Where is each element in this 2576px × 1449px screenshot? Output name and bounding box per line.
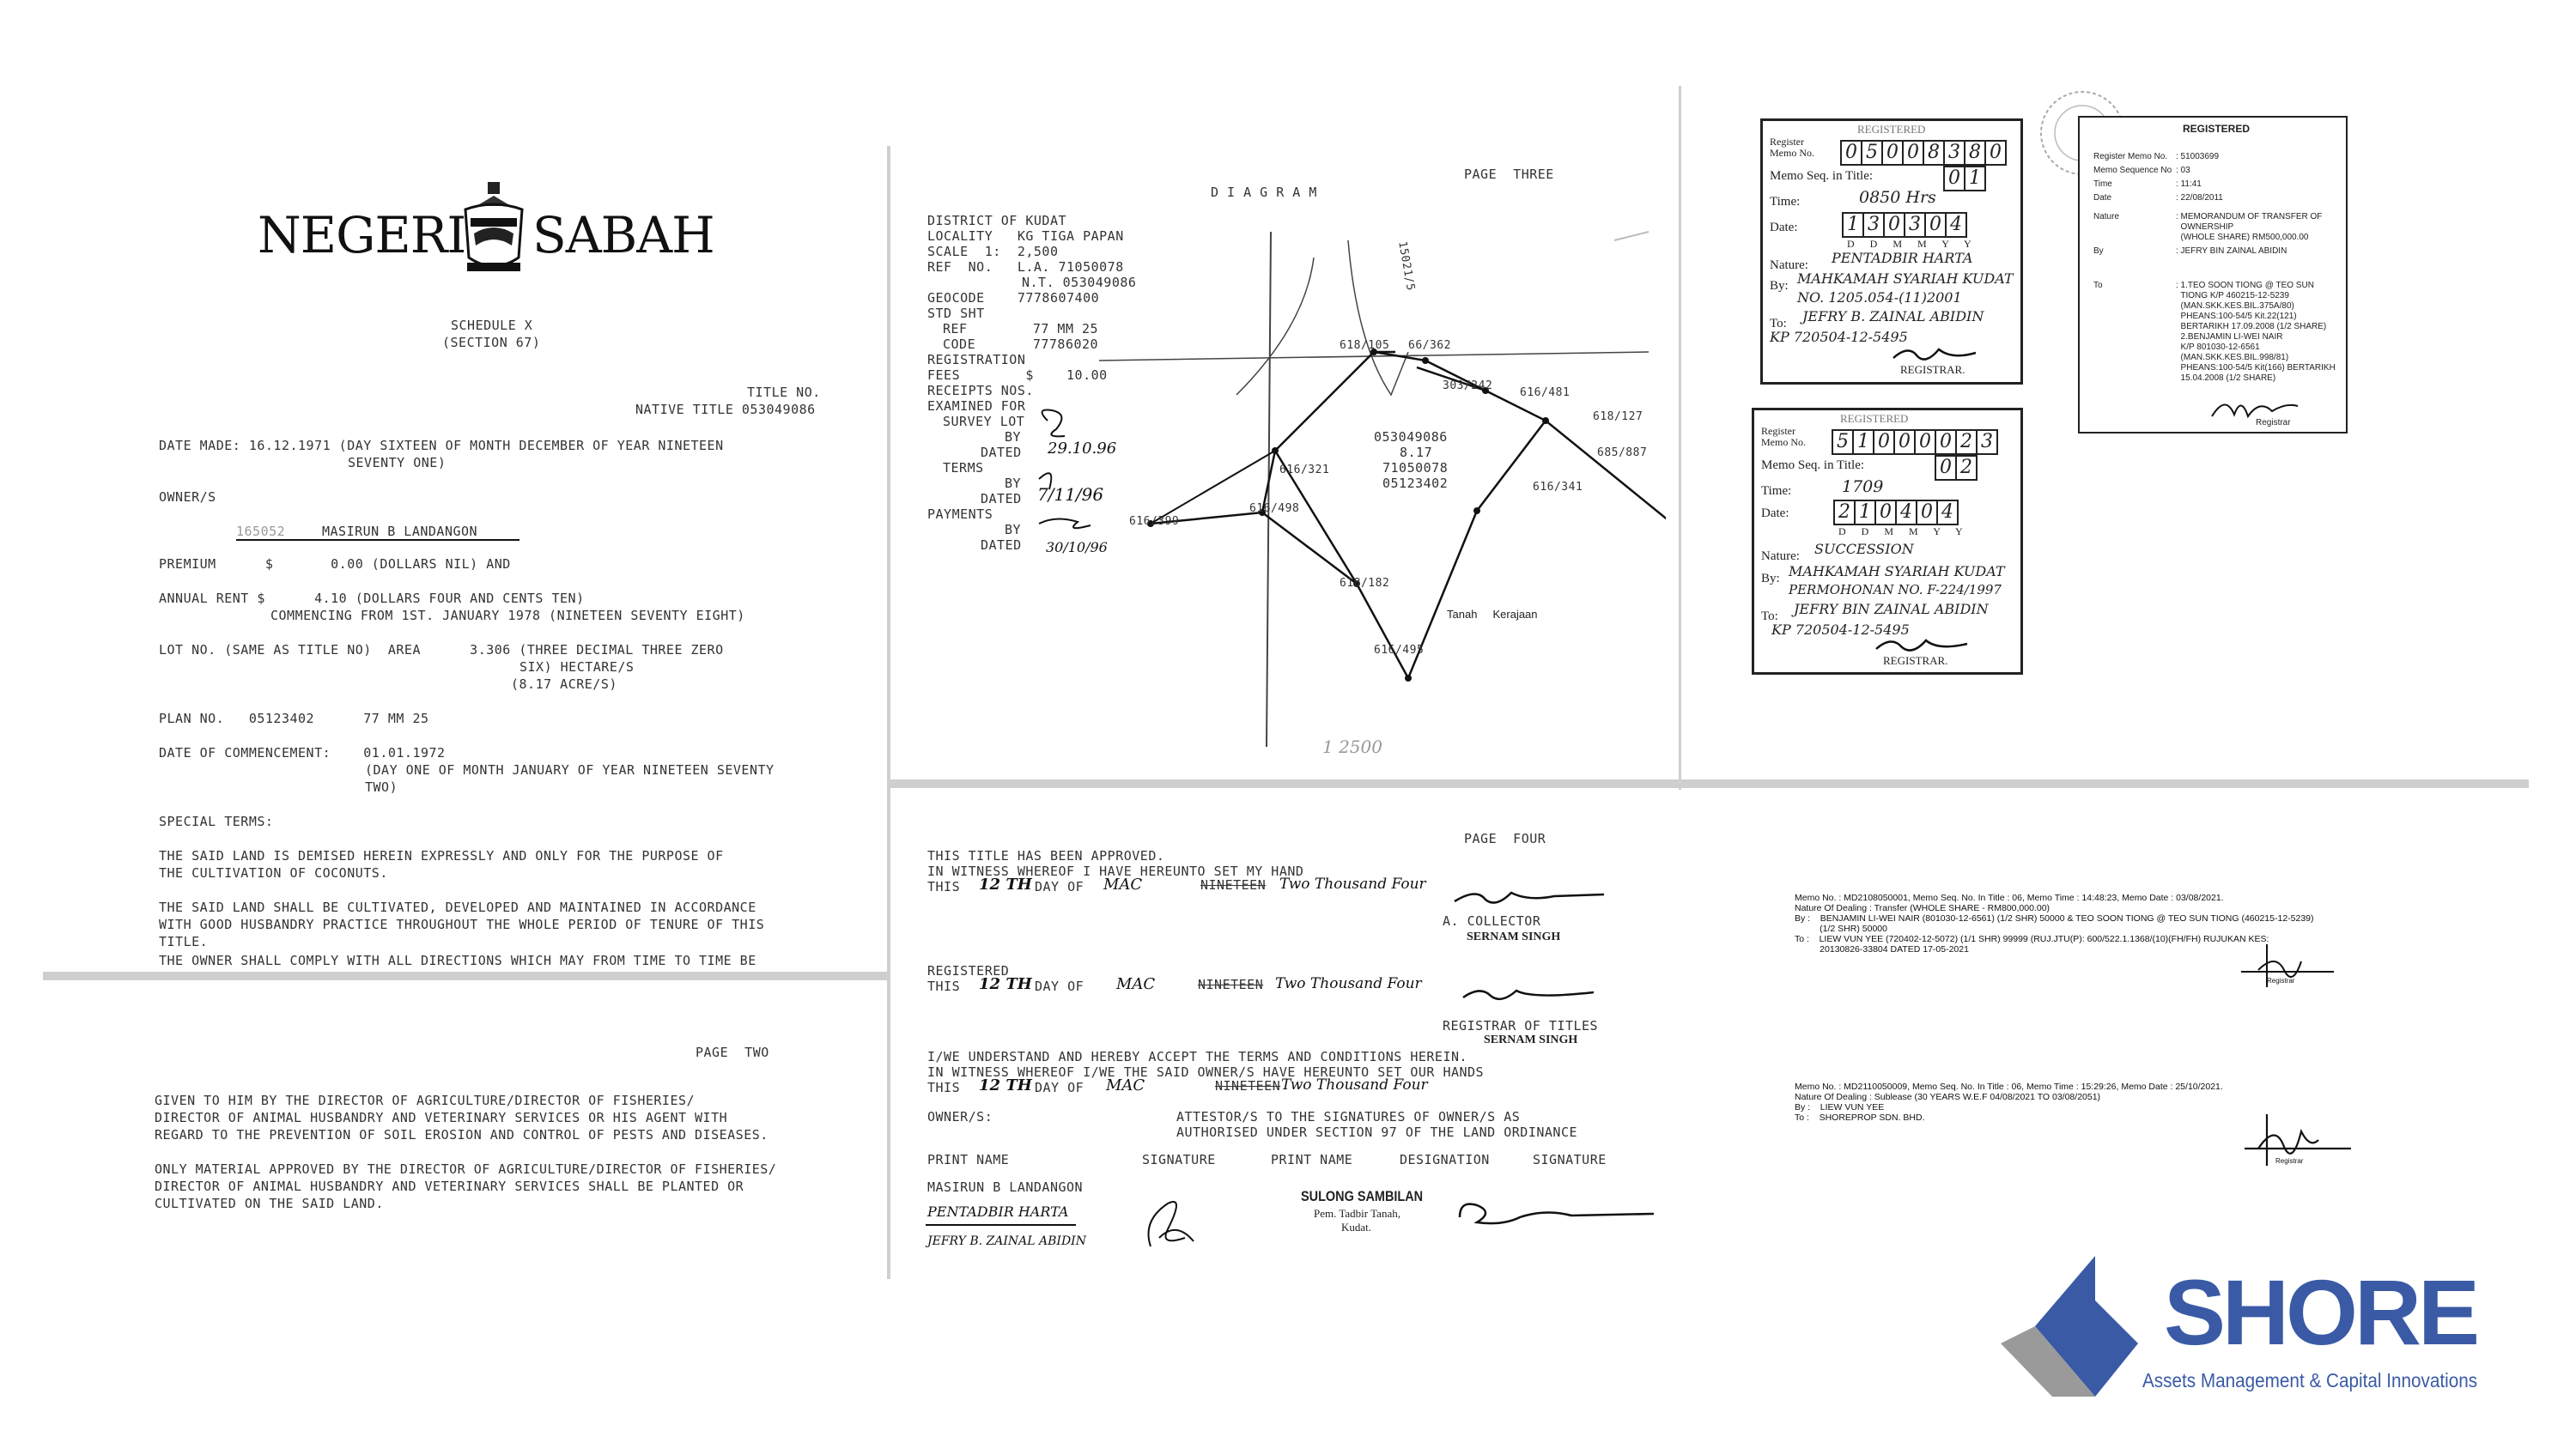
stamp3-row-label: Register Memo No. [2093, 152, 2168, 161]
stamp1-nature-label: Nature: [1770, 258, 1808, 272]
owner-hand-1: PENTADBIR HARTA [927, 1203, 1069, 1220]
owner-printed-name: MASIRUN B LANDANGON [927, 1179, 1084, 1195]
digit: 0 [1916, 501, 1936, 524]
native-title: NATIVE TITLE 053049086 [635, 402, 816, 417]
stamp1-seq-digits [1943, 166, 1986, 191]
stamp1-time-label: Time: [1770, 195, 1801, 209]
state-name-left: NEGERI [258, 206, 466, 264]
stamp1-to-label: To: [1770, 317, 1787, 330]
stamp3-row [2093, 281, 2336, 384]
stamp2-memo-label: Register Memo No. [1761, 425, 1806, 448]
stamp3-row-value: : 1.TEO SOON TIONG @ TEO SUN TIONG K/P 460215-12-5239 (MAN.SKK.KES.BIL.375A/80) PHEANS:100-54/5 Kit.22(121) BERTARIKH 17.09.2008 (1/2 SHARE) 2.BENJAMIN LI-WEI NAIR K/P 801030-12-6561 (MAN.SKK.KES.BIL.998/81) PHEANS:100-54/5 Kit(166) BERTARIKH 15.04.2008 (1/2 SHARE) [2176, 281, 2336, 383]
stamp1-nature-value: PENTADBIR HARTA [1832, 250, 1973, 266]
state-title-right [532, 206, 714, 264]
attestor-line-1: ATTESTOR/S TO THE SIGNATURES OF OWNER/S AS [1176, 1109, 1521, 1125]
payments-line: PAYMENTS [927, 506, 993, 522]
stamp2-date-format: D D M M Y Y [1838, 525, 1966, 537]
registrar-titles-label: REGISTRAR OF TITLES [1443, 1018, 1599, 1034]
page-three-heading: PAGE THREE [1464, 167, 1554, 182]
stamp1-date-digits [1842, 212, 1967, 238]
digit: 5 [1861, 142, 1881, 164]
page-divider [43, 972, 889, 980]
diagram-footer: 1 2500 [1322, 737, 1382, 757]
term-1b: THE CULTIVATION OF COCONUTS. [159, 865, 388, 881]
month-3: MAC [1106, 1076, 1145, 1094]
digit: 0 [1984, 142, 2005, 164]
lot-plan: 05123402 [1382, 476, 1449, 491]
vertical-divider [887, 146, 890, 1279]
digit: 4 [1895, 501, 1916, 524]
digit: 4 [1936, 501, 1957, 524]
state-title [258, 206, 465, 264]
vertical-divider-2 [1679, 86, 1681, 790]
owner-hand-underline [926, 1224, 1076, 1226]
memo2-registrar: Registrar [2275, 1157, 2304, 1165]
stamp1-registrar: REGISTRAR. [1900, 363, 1965, 376]
digit: 0 [1893, 431, 1914, 453]
commence-line-1: DATE OF COMMENCEMENT: 01.01.1972 [159, 745, 446, 761]
registered-stamp-2 [1752, 408, 2023, 675]
digit: 0 [1940, 457, 1952, 478]
collector-name: SERNAM SINGH [1467, 931, 1561, 943]
lot-la: 71050078 [1382, 460, 1449, 476]
memo2-line1: Memo No. : MD2110050009, Memo Seq. No. In Title : 06, Memo Time : 15:29:26, Memo Date : 25/10/2021. [1795, 1082, 2223, 1092]
examined-line-1: EXAMINED FOR [927, 398, 1026, 414]
title-page-three [893, 155, 1666, 773]
digit: 0 [1881, 142, 1902, 164]
stamp3-row [2093, 246, 2287, 257]
stamp2-by-value: MAHKAMAH SYARIAH KUDAT [1789, 563, 2005, 579]
ref-line-3: REF 77 MM 25 [943, 321, 1099, 336]
handwritten-signatures [1030, 403, 1099, 549]
dated-line-2: DATED [981, 491, 1022, 506]
page-four-heading: PAGE FOUR [1464, 831, 1546, 846]
digit: 1 [1854, 501, 1874, 524]
col-signature: SIGNATURE [1142, 1152, 1216, 1167]
memo1-line6: 20130826-33804 DATED 17-05-2021 [1795, 944, 1969, 955]
attestor-name: SULONG SAMBILAN [1301, 1188, 1424, 1204]
page-four-l2: IN WITNESS WHEREOF I HAVE HEREUNTO SET MY HAND [927, 864, 1304, 879]
digit: 1 [1847, 214, 1859, 235]
year-1: Two Thousand Four [1279, 876, 1426, 893]
digit: 0 [1914, 431, 1935, 453]
code-line: CODE 77786020 [943, 336, 1099, 352]
commence-line-3: TWO) [365, 779, 398, 795]
rent-line-1: ANNUAL RENT $ 4.10 (DOLLARS FOUR AND CENTS TEN) [159, 591, 585, 606]
stamp3-row [2093, 179, 2202, 190]
fees-line: FEES $ 10.00 [927, 367, 1108, 383]
stamp2-date-label: Date: [1761, 506, 1789, 520]
stamp1-memo-digits [1840, 140, 2007, 166]
stamp1-by-label: By: [1770, 279, 1789, 293]
owner-name: MASIRUN B LANDANGON [322, 524, 478, 539]
page-four-l7: THIS [927, 1080, 961, 1095]
digit: 8 [1964, 142, 1984, 164]
digit: 5 [1837, 431, 1849, 452]
std-sht-line: STD SHT [927, 306, 985, 321]
nineteen-3: NINETEEN [1215, 1078, 1281, 1094]
stamp2-date-digits [1833, 500, 1959, 525]
digit: 0 [1935, 431, 1955, 453]
digit: 0 [1902, 142, 1923, 164]
examined-line-2: SURVEY LOT [943, 414, 1025, 429]
premium-line: PREMIUM $ 0.00 (DOLLARS NIL) AND [159, 556, 511, 572]
month-2: MAC [1116, 975, 1156, 993]
lot-line-2: SIX) HECTARE/S [519, 659, 635, 675]
year-3: Two Thousand Four [1281, 1076, 1428, 1094]
memo2-line4: To : SHOREPROP SDN. BHD. [1795, 1113, 1925, 1123]
memo1-line1: Memo No. : MD2108050001, Memo Seq. No. In Title : 06, Memo Time : 14:48:23, Memo Date : 03/08/2021. [1795, 893, 2224, 903]
memo1-line3: By : BENJAMIN LI-WEI NAIR (801030-12-6561) (1/2 SHR) 50000 & TEO SOON TIONG @ TEO SUN TIONG (460215-12-5239) [1795, 913, 2314, 924]
digit: 2 [1955, 457, 1976, 479]
stamp3-registrar: Registrar [2256, 418, 2291, 427]
owner-label: OWNER/S [159, 489, 216, 505]
stamp1-by-value: MAHKAMAH SYARIAH KUDAT [1797, 270, 2014, 287]
col-print-name: PRINT NAME [927, 1152, 1010, 1167]
digit: 0 [1873, 431, 1893, 453]
dated-line-1: DATED [981, 445, 1022, 460]
memo2-signature-icon [2241, 1106, 2353, 1178]
stamp3-row-value: : 22/08/2011 [2176, 193, 2223, 203]
digit: 0 [1845, 142, 1857, 163]
page-two-p2b: DIRECTOR OF ANIMAL HUSBANDRY AND VETERINARY SERVICES SHALL BE PLANTED OR [155, 1179, 744, 1194]
attestor-signature-icon [1451, 1191, 1657, 1238]
point-616-321: 616/321 [1279, 464, 1330, 476]
page-two-p1a: GIVEN TO HIM BY THE DIRECTOR OF AGRICULTURE/DIRECTOR OF FISHERIES/ [155, 1093, 696, 1108]
stamp2-time-value: 1709 [1842, 477, 1884, 496]
memo1-line2: Nature Of Dealing : Transfer (WHOLE SHARE - RM800,000.00) [1795, 903, 2050, 913]
digit: 0 [1948, 167, 1960, 189]
commence-line-2: (DAY ONE OF MONTH JANUARY OF YEAR NINETEEN SEVENTY [365, 762, 775, 778]
stamp2-memo-digits [1832, 429, 1998, 455]
stamp1-memo-label: Register Memo No. [1770, 136, 1814, 159]
point-616-341: 616/341 [1533, 481, 1583, 494]
memo2-line2: Nature Of Dealing : Sublease (30 YEARS W.E.F 04/08/2021 TO 03/08/2051) [1795, 1092, 2101, 1102]
collector-signature-icon [1451, 884, 1606, 913]
point-616-495: 616/495 [1374, 644, 1425, 657]
dated-value-2: 7/11/96 [1037, 484, 1104, 505]
stamp2-by-label: By: [1761, 572, 1780, 585]
digit: 4 [1945, 214, 1965, 236]
stamp3-row [2093, 152, 2219, 162]
receipts-line: RECEIPTS NOS. [927, 383, 1034, 398]
owner-signature-icon [1133, 1186, 1202, 1258]
nineteen-1: NINETEEN [1200, 877, 1267, 893]
page-two-heading: PAGE TWO [696, 1045, 769, 1060]
digit: 3 [1904, 214, 1924, 236]
district-line: DISTRICT OF KUDAT [927, 213, 1067, 228]
point-66-362: 66/362 [1408, 339, 1451, 352]
point-616-498: 616/498 [1249, 502, 1300, 515]
page-four-l6: IN WITNESS WHEREOF I/WE THE SAID OWNER/S HAVE HEREUNTO SET OUR HANDS [927, 1064, 1485, 1080]
term-2b: WITH GOOD HUSBANDRY PRACTICE THROUGHOUT THE WHOLE PERIOD OF TENURE OF THIS [159, 917, 765, 932]
title-page-two [43, 983, 889, 1275]
digit: 1 [1964, 167, 1984, 190]
stamp2-nature-value: SUCCESSION [1814, 541, 1914, 557]
memo1-signature-icon [2233, 936, 2336, 999]
tanah-kerajaan-label: Tanah Kerajaan [1447, 608, 1538, 621]
page-four-l5: I/WE UNDERSTAND AND HEREBY ACCEPT THE TERMS AND CONDITIONS HEREIN. [927, 1049, 1468, 1064]
locality-line: LOCALITY KG TIGA PAPAN [927, 228, 1124, 244]
term-1a: THE SAID LAND IS DEMISED HEREIN EXPRESSLY AND ONLY FOR THE PURPOSE OF [159, 848, 724, 864]
page-two-p2c: CULTIVATED ON THE SAID LAND. [155, 1196, 384, 1211]
stamp2-by-value-2: PERMOHONAN NO. F-224/1997 [1789, 582, 2002, 597]
attestor-title-2: Kudat. [1341, 1221, 1372, 1234]
stamp3-row-value: : JEFRY BIN ZAINAL ABIDIN [2176, 246, 2287, 256]
digit: 2 [1955, 431, 1976, 453]
owner-hand-2: JEFRY B. ZAINAL ABIDIN [927, 1234, 1086, 1248]
memo2-line3: By : LIEW VUN YEE [1795, 1102, 1885, 1113]
stamp1-by-value-2: NO. 1205.054-(11)2001 [1797, 289, 1962, 306]
digit: 3 [1862, 214, 1883, 236]
stamp3-row-label: Date [2093, 193, 2112, 203]
memo-page [1683, 876, 2507, 1236]
rent-line-2: COMMENCING FROM 1ST. JANUARY 1978 (NINETEEN SEVENTY EIGHT) [270, 608, 745, 623]
owner-id: 165052 [236, 524, 286, 539]
page-four-l1: THIS TITLE HAS BEEN APPROVED. [927, 848, 1165, 864]
stamp1-seq-label: Memo Seq. in Title: [1770, 169, 1874, 183]
stamp1-to-value-2: KP 720504-12-5495 [1770, 329, 1908, 345]
scale-line: SCALE 1: 2,500 [927, 244, 1059, 259]
page-four-l3: THIS [927, 879, 961, 894]
plan-line: PLAN NO. 05123402 77 MM 25 [159, 711, 429, 726]
month-1: MAC [1103, 876, 1143, 894]
lot-line-1: LOT NO. (SAME AS TITLE NO) AREA 3.306 (THREE DECIMAL THREE ZERO [159, 642, 724, 658]
stamp2-nature-label: Nature: [1761, 549, 1800, 563]
horizontal-divider-right [889, 779, 2529, 788]
stamp3-row [2093, 193, 2223, 203]
stamp2-time-label: Time: [1761, 484, 1792, 498]
by-line-3: BY [1005, 522, 1022, 537]
dated-line-3: DATED [981, 537, 1022, 553]
registered-stamp-3 [2078, 116, 2348, 433]
date-made-1: DATE MADE: 16.12.1971 (DAY SIXTEEN OF MONTH DECEMBER OF YEAR NINETEEN [159, 438, 724, 453]
col-signature-2: SIGNATURE [1533, 1152, 1607, 1167]
col-print-name-2: PRINT NAME [1271, 1152, 1353, 1167]
term-3: THE OWNER SHALL COMPLY WITH ALL DIRECTIONS WHICH MAY FROM TIME TO TIME BE [159, 953, 756, 968]
title-no-label: TITLE NO. [747, 385, 821, 400]
schedule-label: SCHEDULE X [451, 318, 533, 333]
page-four-l3b: DAY OF [1035, 879, 1084, 894]
stamp1-to-value: JEFRY B. ZAINAL ABIDIN [1802, 308, 1984, 324]
stamp2-to-value: JEFRY BIN ZAINAL ABIDIN [1794, 601, 1989, 617]
registrar-name: SERNAM SINGH [1484, 1034, 1578, 1046]
day-3: 12 TH [979, 1076, 1032, 1094]
stamp3-row-label: Time [2093, 179, 2112, 189]
nineteen-2: NINETEEN [1198, 977, 1264, 992]
registered-label: REGISTERED [927, 963, 1010, 979]
page-two-p1c: REGARD TO THE PREVENTION OF SOIL EROSION AND CONTROL OF PESTS AND DISEASES. [155, 1127, 769, 1143]
lot-line-3: (8.17 ACRE/S) [511, 676, 617, 692]
registered-stamp-1 [1760, 118, 2023, 385]
ref-line-1: REF NO. L.A. 71050078 [927, 259, 1124, 275]
stamp3-row-label: By [2093, 246, 2104, 256]
stamp2-to-value-2: KP 720504-12-5495 [1771, 621, 1910, 638]
memo1-line5: To : LIEW VUN YEE (720402-12-5072) (1/1 SHR) 99999 (RUJ.JTU(P): 600/522.1.1368/(10)(FH/FH) RUJUKAN KES: [1795, 934, 2269, 944]
owners-label: OWNER/S: [927, 1109, 993, 1125]
by-line-2: BY [1005, 476, 1022, 491]
digit: 2 [1838, 501, 1850, 523]
digit: 0 [1924, 214, 1945, 236]
stamp2-registrar: REGISTRAR. [1883, 654, 1948, 667]
stamp2-to-label: To: [1761, 609, 1778, 623]
stamp1-time-value: 0850 Hrs [1859, 188, 1936, 207]
col-designation: DESIGNATION [1400, 1152, 1490, 1167]
stamp3-row-value: : 51003699 [2176, 152, 2220, 161]
stamp2-seq-label: Memo Seq. in Title: [1761, 458, 1865, 472]
registration-line: REGISTRATION [927, 352, 1026, 367]
term-2a: THE SAID LAND SHALL BE CULTIVATED, DEVELOPED AND MAINTAINED IN ACCORDANCE [159, 900, 756, 915]
shore-logo-mark-icon [2001, 1249, 2155, 1404]
stamp2-title: REGISTERED [1840, 412, 1909, 425]
stamp3-row-label: Nature [2093, 212, 2120, 221]
point-618-182: 618/182 [1340, 577, 1390, 590]
page-two-p1b: DIRECTOR OF ANIMAL HUSBANDRY AND VETERINARY SERVICES OR HIS AGENT WITH [155, 1110, 728, 1125]
dated-value-1: 29.10.96 [1048, 440, 1117, 458]
stamp3-row-label: Memo Sequence No [2093, 166, 2172, 175]
stamp3-row-label: To [2093, 281, 2103, 290]
stamp1-title: REGISTERED [1857, 123, 1926, 136]
stamp2-seq-digits [1935, 455, 1978, 481]
brand-tagline: Assets Management & Capital Innovations [2142, 1369, 2478, 1391]
stamp3-row [2093, 212, 2322, 243]
page-four-l4b: DAY OF [1035, 979, 1084, 994]
day-2: 12 TH [979, 975, 1032, 993]
title-page-four [893, 788, 1666, 1269]
special-terms-heading: SPECIAL TERMS: [159, 814, 274, 829]
digit: 3 [1943, 142, 1964, 164]
attestor-title-1: Pem. Tadbir Tanah, [1314, 1207, 1400, 1220]
point-685-887: 685/887 [1597, 446, 1648, 459]
by-line-1: BY [1005, 429, 1022, 445]
digit: 1 [1852, 431, 1873, 453]
year-2: Two Thousand Four [1275, 975, 1422, 992]
lot-area: 8.17 [1400, 445, 1433, 460]
brand-name: SHORE [2164, 1260, 2477, 1364]
geocode-line: GEOCODE 7778607400 [927, 290, 1100, 306]
terms-line: TERMS [943, 460, 984, 476]
section-label: (SECTION 67) [442, 335, 541, 350]
road-label: 15021/5 [1395, 240, 1418, 293]
stamp3-row-value: : 03 [2176, 166, 2190, 175]
memo1-registrar: Registrar [2267, 977, 2295, 985]
stamp3-title: REGISTERED [2183, 123, 2251, 135]
page-four-l4: THIS [927, 979, 961, 994]
digit: 8 [1923, 142, 1943, 164]
shore-logo [2001, 1249, 2478, 1421]
stamp3-row-value: : MEMORANDUM OF TRANSFER OF OWNERSHIP (WHOLE SHARE) RM500,000.00 [2176, 212, 2323, 242]
day-1: 12 TH [979, 876, 1032, 894]
point-616-481: 616/481 [1520, 386, 1571, 399]
dated-value-3: 30/10/96 [1046, 539, 1108, 555]
digit: 0 [1874, 501, 1895, 524]
attestor-line-2: AUTHORISED UNDER SECTION 97 OF THE LAND ORDINANCE [1176, 1125, 1578, 1140]
term-2c: TITLE. [159, 934, 209, 949]
date-made-2: SEVENTY ONE) [348, 455, 447, 470]
page-two-p2a: ONLY MATERIAL APPROVED BY THE DIRECTOR OF AGRICULTURE/DIRECTOR OF FISHERIES/ [155, 1161, 777, 1177]
title-page-one [43, 146, 889, 970]
collector-label: A. COLLECTOR [1443, 913, 1541, 929]
stamp1-date-format: D D M M Y Y [1847, 238, 1975, 250]
lot-number: 053049086 [1374, 429, 1448, 445]
registrar-signature-icon [1460, 984, 1597, 1009]
point-616-399: 616/399 [1129, 515, 1180, 528]
point-303-242: 303/242 [1443, 379, 1493, 392]
digit: 0 [1883, 214, 1904, 236]
digit: 3 [1976, 431, 1996, 453]
stamp3-row-value: : 11:41 [2176, 179, 2202, 189]
ref-line-2: N.T. 053049086 [1022, 275, 1137, 290]
diagram-heading: D I A G R A M [1211, 185, 1317, 200]
sabah-crest-icon [455, 180, 532, 283]
point-618-105: 618/105 [1340, 339, 1390, 352]
stamp3-row [2093, 166, 2190, 176]
memo1-line4: (1/2 SHR) 50000 [1795, 924, 1887, 934]
point-618-127: 618/127 [1593, 410, 1643, 423]
state-name-right: SABAH [532, 206, 714, 264]
page-four-l7b: DAY OF [1035, 1080, 1084, 1095]
owner-underline [236, 539, 519, 541]
stamp1-date-label: Date: [1770, 221, 1798, 234]
